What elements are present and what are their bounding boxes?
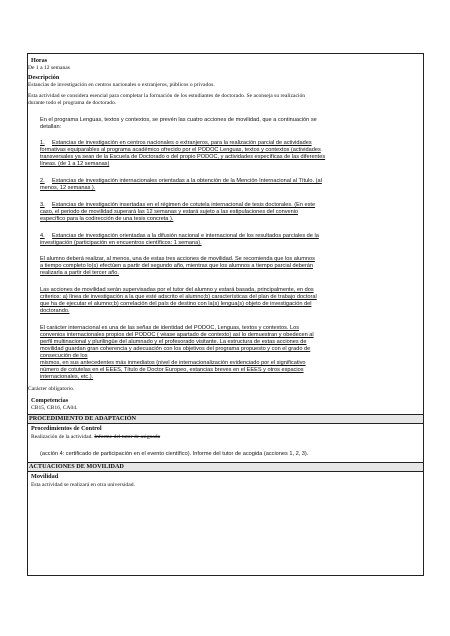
action-4-line-1: Estancias de investigación orientadas a la difusión nacional e internacional de los resultados parciales de la (52, 233, 319, 239)
program-intro-line-1: En el programa Lenguas, textos y contextos, se prevén las cuatro acciones de movilidad, que a continuación se (40, 117, 317, 123)
descripcion-text: Estancias de investigación en centros nacionales o extranjeros, públicos o privados. (28, 82, 215, 88)
movilidad-title: Movilidad (31, 473, 59, 480)
supervision-line-4: doctorando. (40, 308, 70, 314)
action-3-line-3: específico para la codirección de una tesis concreta ). (40, 216, 174, 222)
caracter-obligatorio: Carácter obligatorio. (28, 386, 75, 392)
accion-line: (acción 4: certificado de participación en el evento científico). Informe del tutor de acogida (acciones 1, 2, 3). (40, 451, 309, 457)
action-2-line-2: menos, 12 semanas ). (40, 185, 96, 191)
action-4-number: 4. (40, 233, 45, 239)
alumno-line-1: El alumno deberá realizar, al menos, una de estas tres acciones de movilidad. Se recomienda que los alumnos (40, 256, 315, 262)
control-title: Procedimientos de Control (31, 425, 102, 432)
competencias-title: Competencias (31, 397, 69, 404)
action-1-line-2: formativas equiparables al programa académico ofrecido por el PODOC Lenguas, textos y contextos (actividades (40, 147, 321, 153)
action-3-line-1: Estancias de investigación insertadas en el régimen de cotutela internacional de tesis doctorales. (En este (52, 202, 316, 208)
program-intro-line-2: detallan: (40, 124, 62, 130)
control-text-main: Realización de la actividad. (31, 434, 93, 440)
horas-value: De 1 a 12 semanas (28, 65, 70, 71)
caracter-line-3: perfil multinacional y plurilingüe del alumnado y el profesorado visitante. La estructura de estas acciones de (40, 339, 307, 345)
supervision-line-3: que ha de ejecutar el alumno;b) correlación del país de destino con la(s) lengua(s) objeto de investigación del (40, 301, 312, 307)
action-3-line-2: caso, el periodo de movilidad superará las 12 semanas y estará sujeto a las estipulaciones del convenio (40, 209, 299, 215)
essential-line-2: durante todo el programa de doctorado. (28, 100, 117, 106)
caracter-line-8: internacionales, etc.). (40, 374, 94, 380)
caracter-line-6: mismos, en sus antecedentes más inmediatos (nivel de internacionalización evidenciado por el significativo (40, 360, 306, 366)
alumno-line-2: a tiempo completo lo(s) efectúen a partir del segundo año, mientras que los alumnos a tiempo parcial deberán (40, 263, 314, 269)
control-text-struck: Informe del tutor de asignada (94, 434, 161, 440)
action-1-number: 1. (40, 140, 45, 146)
action-1-line-3: transversales ya sean de la Escuela de Doctorado o del propio PODOC, y actividades específicas de las diferentes (40, 154, 326, 160)
descripcion-title: Descripción (28, 74, 60, 81)
divider (27, 423, 424, 424)
horas-title: Horas (31, 57, 48, 64)
caracter-line-4: movilidad guardan gran coherencia y adecuación con los objetivos del programa propuesto y con el grado de (40, 346, 311, 352)
control-text (31, 434, 160, 441)
supervision-line-1: Las acciones de movilidad serán supervisadas por el tutor del alumno y estará basada, principalmente, en dos (40, 287, 314, 293)
essential-line-1: Esta actividad se considera esencial para completar la formación de los estudiantes de doctorado. Se aconseja su realización (28, 93, 306, 99)
action-2-number: 2. (40, 178, 45, 184)
caracter-line-2: convenios internacionales propios del PODOC ( véase apartado de contexto) así lo demuestran y obedecen al (40, 332, 314, 338)
content-frame (27, 53, 424, 576)
action-3-number: 3. (40, 202, 45, 208)
divider (27, 471, 424, 472)
action-2-line-1: Estancias de investigación internacionales orientadas a la obtención de la Mención Internacional al Título. (al (52, 178, 322, 184)
competencias-value: CB15, CB16, CA04. (31, 405, 78, 411)
action-4-line-2: investigación (participación en encuentros científicos: 1 semana). (40, 240, 202, 246)
action-1-line-1: Estancias de investigación en centros nacionales o extranjeros, para la realización parcial de actividades (52, 140, 312, 146)
caracter-line-7: número de cotutelas en el EEES, Título de Doctor Europeo, estancias breves en el EEES y otros espacios (40, 367, 304, 373)
caracter-line-1: El carácter internacional es una de las señas de identidad del PODOC, Lenguas, textos y contextos. Los (40, 325, 300, 331)
alumno-line-3: realizarla a partir del tercer año. (40, 270, 119, 276)
action-1-line-4: líneas. (de 1 a 12 semanas) (40, 161, 110, 167)
supervision-line-2: criterios: a) línea de investigación a la que esté adscrito el alumno;b) características del plan de trabajo doctoral (40, 294, 317, 300)
procedimiento-heading: PROCEDIMIENTO DE ADAPTACIÓN (29, 415, 137, 422)
movilidad-text: Esta actividad se realizará en otra universidad. (31, 482, 135, 488)
caracter-line-5: consecución de los (40, 353, 88, 359)
movilidad-heading: ACTUACIONES DE MOVILIDAD (29, 463, 124, 470)
